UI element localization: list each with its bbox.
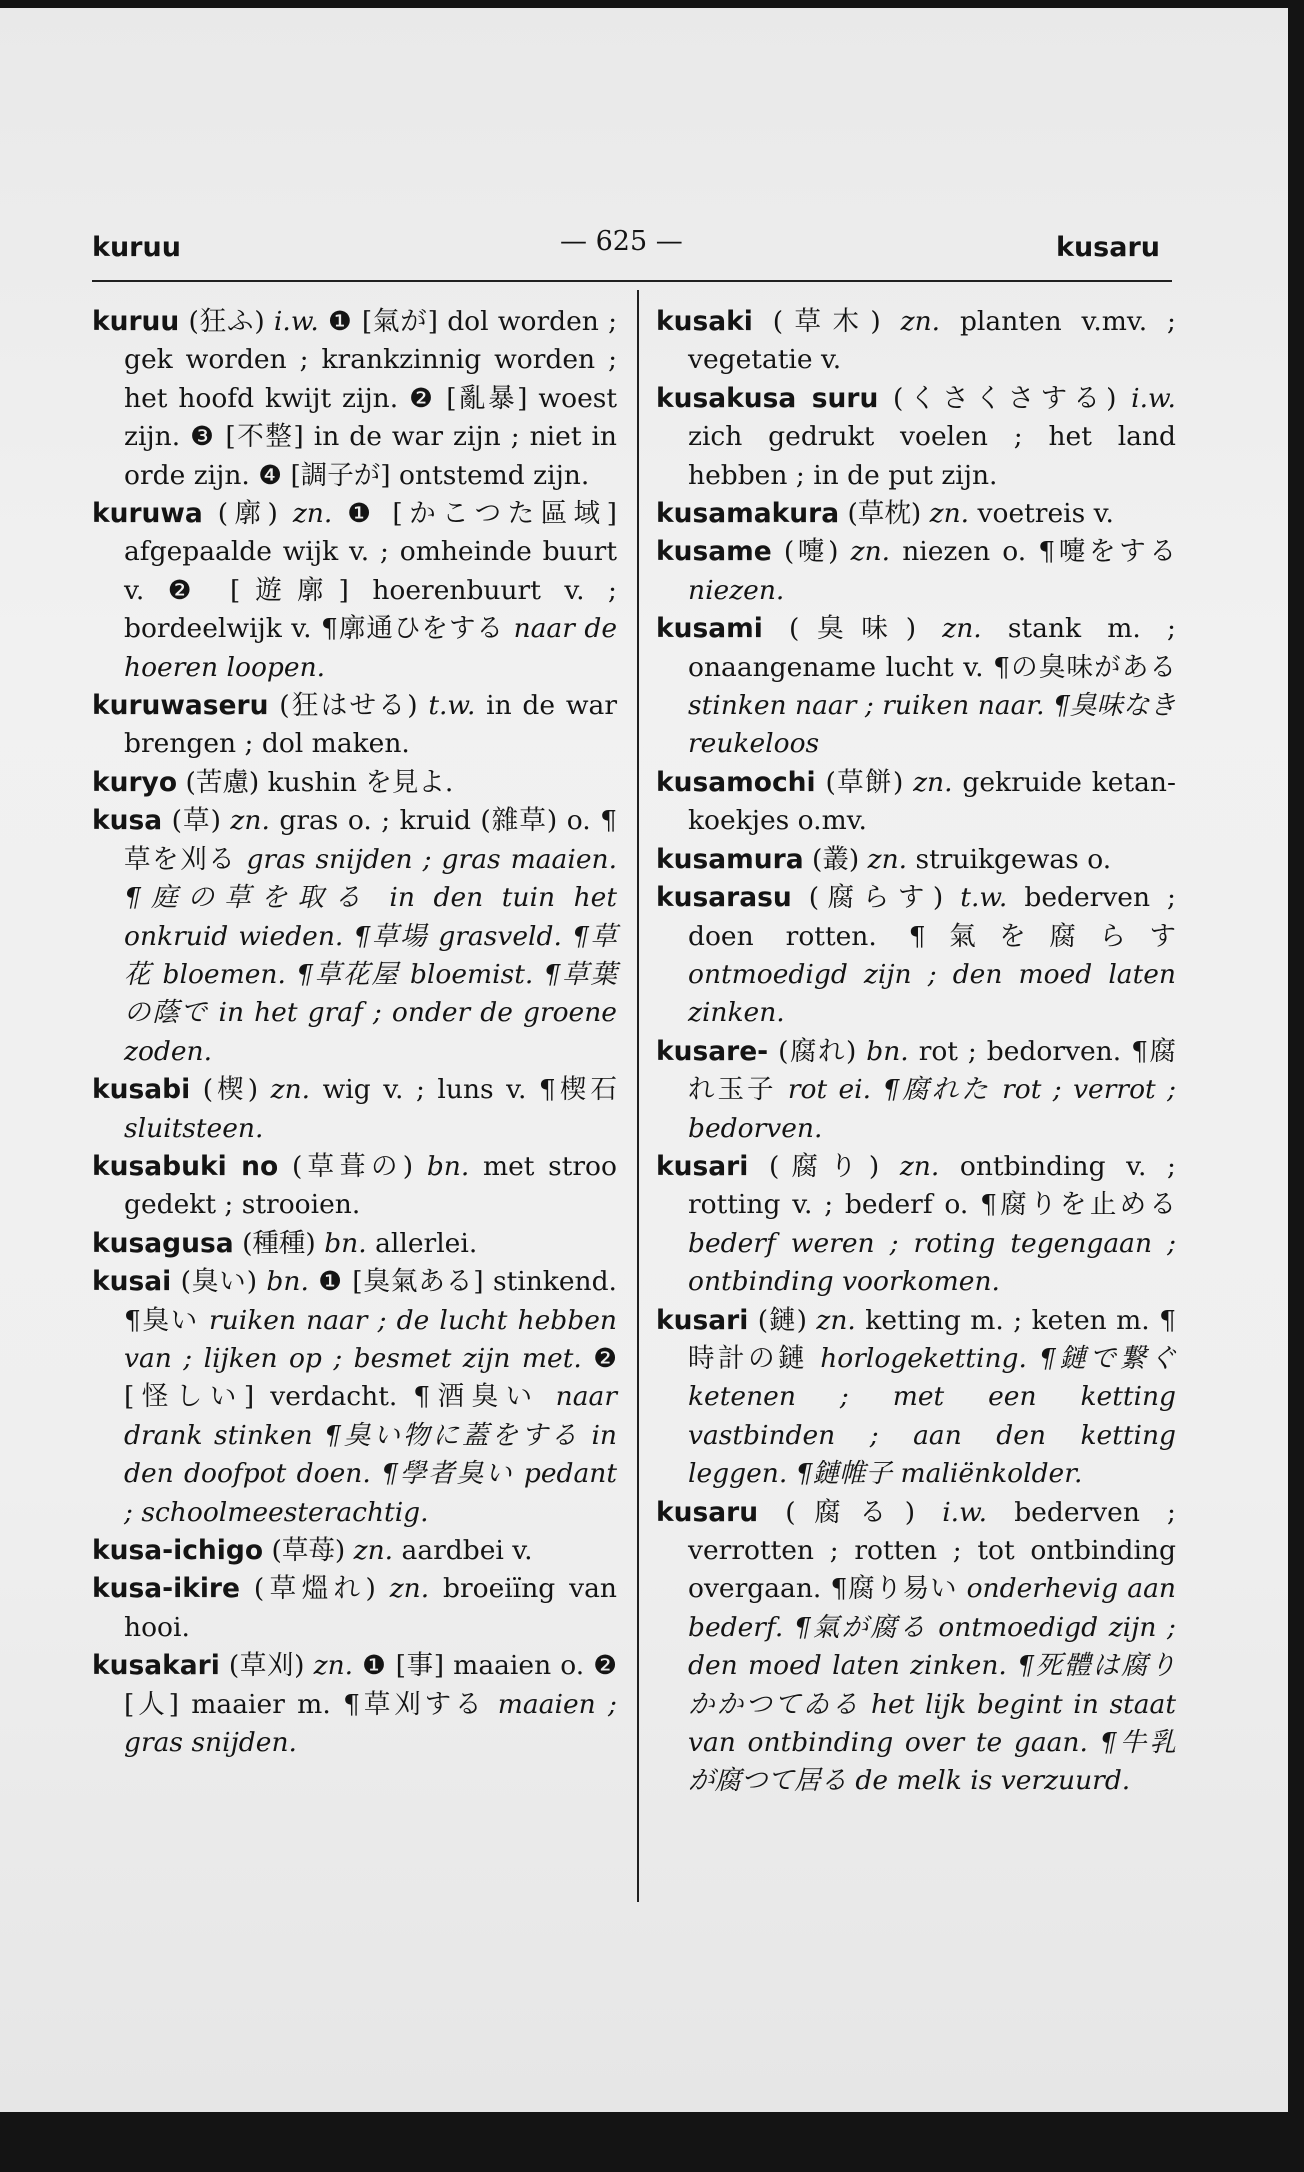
dictionary-entry — [656, 610, 1176, 764]
entry-headword: kusa — [92, 805, 163, 837]
left-column — [92, 303, 617, 1762]
dictionary-entry — [92, 1071, 617, 1148]
entry-body: niezen o. ¶嚏をする — [902, 536, 1176, 568]
entry-body: ❷ [怪しい] verdacht. ¶酒臭い — [124, 1342, 617, 1413]
entry-body: gekruide ketan-koekjes o.mv. — [688, 766, 1176, 837]
entry-kanji: (種種) — [242, 1227, 316, 1259]
entry-body: ontbinding v. ; rotting v. ; bederf o. ¶腐りを止める — [688, 1150, 1176, 1221]
entry-pos: zn. — [929, 498, 970, 530]
entry-example: stinken naar ; ruiken naar. ¶臭味なき reukeloos — [688, 690, 1176, 760]
dictionary-entry — [92, 1225, 617, 1263]
entry-pos: bn. — [324, 1227, 367, 1259]
entry-headword: kuruwa — [92, 498, 203, 530]
dictionary-entry — [656, 495, 1176, 533]
entry-body: met stroo gedekt ; strooien. — [124, 1150, 617, 1221]
entry-headword: kusami — [656, 613, 763, 645]
entry-body: ❶ [事] maaien o. ❷ [人] maaier m. ¶草刈する — [124, 1650, 617, 1720]
entry-headword: kusakari — [92, 1650, 220, 1682]
entry-pos: i.w. — [273, 306, 319, 337]
entry-example: ontmoedigd zijn ; den moed laten zinken. — [688, 958, 1176, 1029]
dictionary-entry — [656, 1148, 1176, 1302]
entry-pos: zn. — [942, 613, 982, 645]
entry-pos: zn. — [850, 536, 891, 568]
dictionary-entry — [92, 1570, 617, 1647]
entry-pos: zn. — [867, 843, 908, 875]
dictionary-entry — [92, 764, 617, 802]
entry-body: stank m. ; onaangename lucht v. ¶の臭味がある — [688, 613, 1176, 683]
entry-pos: zn. — [353, 1535, 394, 1566]
entry-body: in de war brengen ; dol maken. — [124, 690, 617, 760]
entry-headword: kuryo — [92, 766, 178, 798]
entry-pos: i.w. — [1131, 382, 1176, 414]
entry-kanji: (くさくさする) — [893, 382, 1117, 414]
entry-pos: zn. — [230, 805, 270, 837]
dictionary-entry — [656, 879, 1176, 1033]
entry-body: ketting m. ; keten m. ¶時計の鏈 — [688, 1304, 1176, 1374]
dictionary-entry — [656, 533, 1176, 610]
entry-body: wig v. ; luns v. ¶楔石 — [322, 1074, 617, 1106]
entry-headword: kuruwaseru — [92, 690, 269, 722]
entry-body: aardbei v. — [401, 1535, 533, 1566]
dictionary-entry — [92, 1148, 617, 1225]
entry-headword: kusamochi — [656, 766, 816, 798]
right-column — [656, 303, 1176, 1801]
entry-body: ❶ [臭氣ある] stinkend. ¶臭い — [124, 1266, 617, 1336]
entry-kanji: (叢) — [812, 843, 860, 875]
entry-headword: kusai — [92, 1266, 172, 1298]
entry-body: zich gedrukt voelen ; het land hebben ; in de put zijn. — [688, 421, 1176, 491]
entry-kanji: (臭味) — [789, 613, 917, 645]
entry-kanji: (草木) — [772, 306, 881, 337]
dictionary-entry — [656, 1033, 1176, 1148]
entry-headword: kusare- — [656, 1035, 769, 1067]
entry-example: onderhevig aan bederf. ¶氣が腐る ontmoedigd zijn ; den moed laten zinken. ¶死體は腐りかかつてゐる het lijk begint in staat van ontbinding over te gaan. ¶牛乳が腐つて居る de melk is verzuurd. — [688, 1573, 1176, 1797]
entry-headword: kusaki — [656, 306, 753, 337]
entry-example: horlogeketting. ¶鏈で繋ぐ ketenen ; met een ketting vastbinden ; aan den ketting leggen. ¶鏈帷子 maliënkolder. — [688, 1342, 1176, 1490]
entry-kanji: (腐る) — [785, 1496, 916, 1528]
entry-example: naar drank stinken ¶臭い物に蓋をする in den doofpot doen. ¶學者臭い pedant ; schoolmeesterachtig. — [124, 1381, 617, 1528]
entry-pos: zn. — [899, 1150, 940, 1182]
entry-pos: bn. — [426, 1150, 470, 1182]
entry-kanji: (廓) — [217, 498, 278, 530]
entry-kanji: (臭い) — [180, 1266, 258, 1298]
entry-body: voetreis v. — [977, 498, 1114, 530]
entry-pos: zn. — [270, 1074, 311, 1106]
entry-headword: kusame — [656, 536, 772, 568]
entry-example: niezen. — [688, 574, 785, 606]
entry-kanji: (草刈) — [228, 1650, 305, 1682]
dictionary-entry — [92, 687, 617, 764]
dictionary-entry — [92, 1532, 617, 1570]
entry-example: sluitsteen. — [124, 1112, 264, 1144]
dictionary-page — [0, 8, 1288, 2112]
entry-pos: zn. — [313, 1650, 354, 1682]
entry-kanji: (腐れ) — [778, 1035, 857, 1067]
entry-kanji: (草苺) — [271, 1535, 346, 1566]
entry-headword: kusabuki no — [92, 1150, 279, 1182]
entry-body: bederven ; verrotten ; rotten ; tot ontbinding overgaan. ¶腐り易い — [688, 1496, 1176, 1605]
entry-headword: kusamura — [656, 843, 804, 875]
column-divider — [637, 290, 639, 1902]
entry-example: naar de hoeren loopen. — [124, 613, 617, 683]
entry-headword: kusari — [656, 1150, 749, 1182]
entry-pos: zn. — [389, 1573, 430, 1605]
dictionary-entry — [656, 380, 1176, 495]
entry-kanji: (腐らす) — [808, 882, 944, 914]
entry-kanji: (腐り) — [768, 1150, 880, 1182]
entry-headword: kusaru — [656, 1496, 759, 1528]
entry-body: planten v.mv. ; vegetatie v. — [688, 306, 1176, 376]
entry-example: maaien ; gras snijden. — [124, 1688, 617, 1759]
entry-body: struikgewas o. — [915, 843, 1112, 875]
dictionary-entry — [92, 303, 617, 495]
entry-example: bederf weren ; roting tegengaan ; ontbinding voorkomen. — [688, 1227, 1176, 1298]
entry-headword: kusamakura — [656, 498, 840, 530]
entry-pos: zn. — [913, 766, 953, 798]
dictionary-entry — [92, 495, 617, 687]
dictionary-entry — [92, 1263, 617, 1532]
entry-body: rot ; bedorven. ¶腐れ玉子 — [688, 1035, 1176, 1106]
entry-kanji: (狂ふ) — [188, 306, 265, 337]
entry-example: rot ei. ¶腐れた rot ; verrot ; bedorven. — [688, 1074, 1177, 1144]
dictionary-entry — [656, 764, 1176, 841]
entry-headword: kusagusa — [92, 1227, 234, 1259]
entry-kanji: (狂はせる) — [279, 690, 418, 722]
entry-headword: kusa-ikire — [92, 1573, 240, 1605]
entry-body: gras o. ; kruid (雜草) o. ¶草を刈る — [124, 805, 617, 875]
entry-kanji: (草) — [171, 805, 221, 837]
guide-word-left: kuruu — [92, 232, 181, 263]
entry-pos: t.w. — [428, 690, 476, 722]
dictionary-entry — [92, 802, 617, 1071]
entry-pos: zn. — [816, 1304, 856, 1336]
entry-kanji: (楔) — [202, 1074, 259, 1106]
entry-headword: kusabi — [92, 1074, 191, 1106]
entry-kanji: (草枕) — [847, 498, 922, 530]
entry-kanji: (鏈) — [757, 1304, 807, 1336]
entry-body: allerlei. — [375, 1227, 478, 1259]
entry-headword: kuruu — [92, 306, 180, 337]
entry-pos: t.w. — [960, 882, 1008, 914]
dictionary-entry — [656, 841, 1176, 879]
entry-body: kushin を見よ. — [267, 766, 454, 798]
entry-kanji: (草葺の) — [291, 1150, 414, 1182]
entry-body: ❶ [氣が] dol worden ; gek worden ; krankzinnig worden ; het hoofd kwijt zijn. ❷ [亂暴] woest zijn. ❸ [不整] in de war zijn ; niet in orde zijn. ❹ [調子が] ontstemd zijn. — [124, 306, 618, 491]
entry-headword: kusari — [656, 1304, 749, 1336]
entry-pos: bn. — [266, 1266, 309, 1298]
entry-pos: i.w. — [942, 1496, 988, 1528]
entry-pos: zn. — [900, 306, 941, 337]
entry-body: bederven ; doen rotten. ¶氣を腐らす — [688, 882, 1176, 952]
entry-kanji: (草熅れ) — [253, 1573, 376, 1605]
entry-kanji: (草餅) — [825, 766, 904, 798]
entry-pos: bn. — [866, 1035, 909, 1067]
dictionary-entry — [92, 1647, 617, 1762]
entry-kanji: (嚏) — [783, 536, 839, 568]
dictionary-entry — [656, 1302, 1176, 1494]
entry-headword: kusarasu — [656, 882, 792, 914]
page-number: — 625 — — [560, 226, 683, 257]
entry-kanji: (苦慮) — [185, 766, 260, 798]
dictionary-entry — [656, 303, 1176, 380]
header-rule — [92, 280, 1172, 282]
entry-example: ruiken naar ; de lucht hebben van ; lijken op ; besmet zijn met. — [124, 1304, 617, 1374]
entry-body: broeiïng van hooi. — [124, 1573, 617, 1643]
dictionary-entry — [656, 1494, 1176, 1801]
entry-headword: kusa-ichigo — [92, 1535, 264, 1566]
guide-word-right: kusaru — [1056, 232, 1161, 263]
entry-body: ❶ [かこつた區域] afgepaalde wijk v. ; omheinde buurt v. ❷ [遊廓] hoerenbuurt v. ; bordeelwijk v. ¶廓通ひをする — [124, 498, 617, 645]
entry-headword: kusakusa suru — [656, 382, 879, 414]
entry-pos: zn. — [292, 498, 333, 530]
entry-example: gras snijden ; gras maaien. ¶庭の草を取る in den tuin het onkruid wieden. ¶草場 grasveld. ¶草花 bloemen. ¶草花屋 bloemist. ¶草葉の蔭で in het graf ; onder de groene zoden. — [124, 843, 617, 1067]
